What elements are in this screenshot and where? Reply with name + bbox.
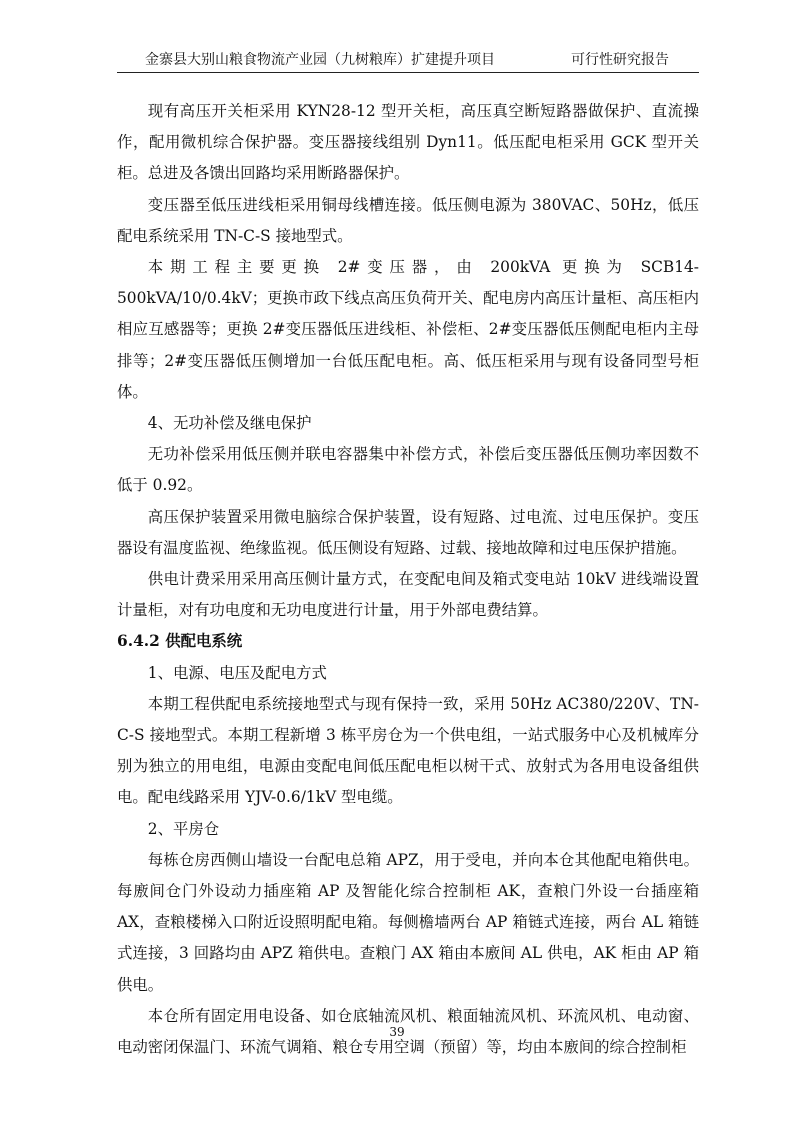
subheading-power-source: 1、电源、电压及配电方式 xyxy=(147,663,327,682)
header-report-type: 可行性研究报告 xyxy=(571,52,669,68)
paragraph-low-voltage: 变压器至低压进线柜采用铜母线槽连接。低压侧电源为 380VAC、50Hz，低压配电系统采用 TN-C-S 接地型式。 xyxy=(117,195,699,245)
section-heading-power-distribution: 6.4.2 供配电系统 xyxy=(117,632,243,651)
paragraph-power-factor: 无功补偿采用低压侧并联电容器集中补偿方式，补偿后变压器低压侧功率因数不低于 0.92。 xyxy=(117,445,699,495)
subheading-warehouse: 2、平房仓 xyxy=(147,819,220,838)
page-header xyxy=(117,50,699,73)
paragraph-distribution-boxes: 每栋仓房西侧山墙设一台配电总箱 APZ，用于受电，并向本仓其他配电箱供电。每廒间仓门外设动力插座箱 AP 及智能化综合控制柜 AK，查粮门外设一台插座箱 AX，查粮楼梯入口附近设照明配电箱。每侧檐墙两台 AP 箱链式连接，两台 AL 箱链式连接，3 回路均由 APZ 箱供电。查粮门 AX 箱由本廒间 AL 供电，AK 柜由 AP 箱供电。 xyxy=(117,850,699,994)
paragraph-protection: 高压保护装置采用微电脑综合保护装置，设有短路、过电流、过电压保护。变压器设有温度监视、绝缘监视。低压侧设有短路、过载、接地故障和过电压保护措施。 xyxy=(117,507,699,557)
paragraph-metering: 供电计费采用采用高压侧计量方式，在变配电间及箱式变电站 10kV 进线端设置计量柜，对有功电度和无功电度进行计量，用于外部电费结算。 xyxy=(117,570,699,620)
paragraph-equipment: 本仓所有固定用电设备、如仓底轴流风机、粮面轴流风机、环流风机、电动窗、电动密闭保温门、环流气调箱、粮仓专用空调（预留）等，均由本廒间的综合控制柜 xyxy=(117,1006,699,1057)
header-project-title: 金寨县大别山粮食物流产业园（九树粮库）扩建提升项目 xyxy=(145,52,495,68)
paragraph-transformer-replacement: 本期工程主要更换 2#变压器，由 200kVA 更换为 SCB14-500kVA/10/0.4kV；更换市政下线点高压负荷开关、配电房内高压计量柜、高压柜内相应互感器等；更换 2#变压器低压进线柜、补偿柜、2#变压器低压侧配电柜内主母排等；2#变压器低压侧增加一台低压配电柜。高、低压柜采用与现有设备同型号柜体。 xyxy=(117,258,699,401)
document-body xyxy=(117,96,699,1063)
paragraph-grounding-system: 本期工程供配电系统接地型式与现有保持一致，采用 50Hz AC380/220V、TN-C-S 接地型式。本期工程新增 3 栋平房仓为一个供电组，一站式服务中心及机械库分别为独立的用电组，电源由变配电间低压配电柜以树干式、放射式为各用电设备组供电。配电线路采用 YJV-0.6/1kV 型电缆。 xyxy=(117,694,699,807)
subheading-reactive-compensation: 4、无功补偿及继电保护 xyxy=(147,414,312,433)
paragraph-switchgear: 现有高压开关柜采用 KYN28-12 型开关柜，高压真空断短路器做保护、直流操作，配用微机综合保护器。变压器接线组别 Dyn11。低压配电柜采用 GCK 型开关柜。总进及各馈出回路均采用断路器保护。 xyxy=(117,102,699,183)
page-number: 39 xyxy=(389,1025,405,1039)
